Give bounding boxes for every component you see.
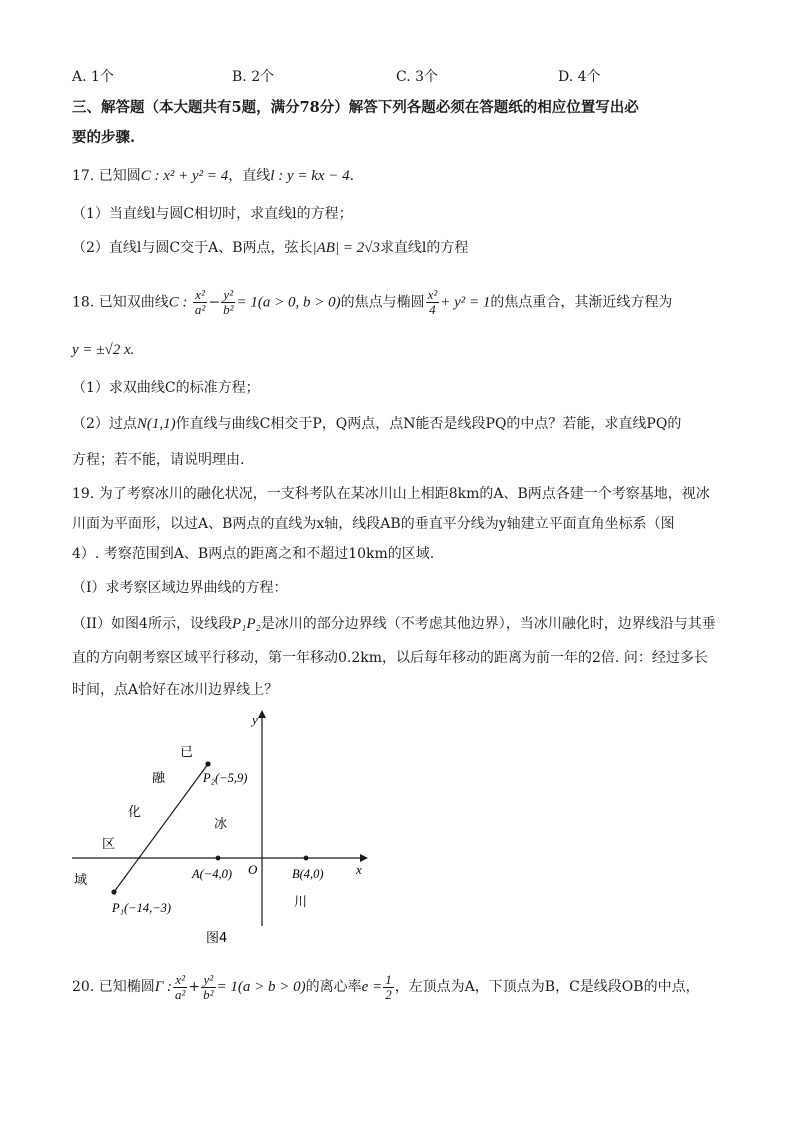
label-p1: P₁(−14,−3) — [112, 901, 172, 915]
q19-part2-end: 时间，点A恰好在冰川边界线上？ — [72, 682, 279, 698]
origin-label: O — [248, 862, 258, 877]
label-a: A(−4,0) — [192, 867, 233, 881]
q20-b: 的离心率 — [305, 979, 362, 995]
y-axis-arrow — [258, 710, 266, 718]
q19-part2-a: （II）如图4所示，设线段 — [72, 616, 232, 632]
q20-frac-e: $\frac{1}{2}$ — [385, 971, 392, 1002]
q17-number: 17. 已知圆 — [72, 168, 141, 184]
q18-asymptote — [72, 340, 134, 360]
q17-part2-a: （2）直线l与圆C交于A、B两点，弦长 — [72, 240, 313, 256]
point-a — [216, 856, 221, 861]
q20-c: ，左顶点为A，下顶点为B，C是线段OB的中点， — [394, 979, 700, 995]
region-char-4: 区 — [102, 837, 116, 852]
q17-part2 — [72, 238, 468, 258]
q20-stem: 20. 已知椭圆Γ : $\frac{\text{x²}}{\text{a²}}$ + $\frac{\text{y²}}{\text{b²}}$ = 1(a > b > 0)的离心率e = $\frac{1}{2}$ ，左顶点为A，下顶点为B，C是线段OB的中点， — [72, 971, 700, 1002]
q17-stem — [72, 166, 354, 186]
q18-ellipse-frac: $\frac{\text{x²}}{4}$ — [427, 287, 438, 317]
figure-caption: 图4 — [206, 931, 228, 946]
section-heading: 三、解答题（本大题共有5题，满分78分）解答下列各题必须在答题纸的相应位置写出必 — [72, 99, 639, 116]
q18-ellipse-rest: + y² = 1 — [440, 294, 491, 311]
q18-part2-a: （2）过点 — [72, 416, 137, 432]
option-d: D. 4个 — [558, 69, 601, 85]
q18-part2-cont: 方程；若不能，请说明理由. — [72, 452, 245, 468]
q18-frac-y: $\frac{\text{y²}}{\text{b²}}$ — [223, 287, 234, 317]
q18-cond: = 1(a > 0, b > 0) — [236, 294, 341, 311]
q17-part1: （1）当直线l与圆C相切时，求直线l的方程； — [72, 206, 353, 222]
q17-mid: ，直线 — [228, 168, 271, 184]
ice-char-2: 川 — [294, 895, 308, 910]
figure-4 — [60, 706, 380, 946]
q17-chord: |AB| = 2√3 — [312, 240, 380, 256]
q20-frac-y: $\frac{\text{y²}}{\text{b²}}$ — [203, 971, 214, 1002]
q19-part2 — [72, 614, 716, 634]
option-a: A. 1个 — [72, 69, 114, 85]
q18-b: 的焦点与椭圆 — [340, 294, 425, 311]
option-b: B. 2个 — [232, 69, 275, 85]
q18-d: 的焦点重合，其渐近线方程为 — [490, 294, 673, 311]
label-p2: P₂(−5,9) — [203, 771, 248, 785]
point-b — [304, 856, 309, 861]
q20-a: 20. 已知椭圆 — [72, 979, 155, 995]
q19-l3: 4）. 考察范围到A、B两点的距离之和不超过10km的区域. — [72, 546, 435, 562]
q18-point-n: N(1,1) — [136, 416, 176, 432]
point-p1 — [111, 889, 116, 894]
q20-gamma: Γ : — [154, 979, 172, 995]
q19-part1: （I）求考察区域边界曲线的方程： — [72, 580, 288, 596]
section-heading-cont: 要的步骤. — [72, 129, 136, 146]
q18-stem: 18. 已知双曲线C : $\frac{\text{x²}}{\text{a²}}$ − $\frac{\text{y²}}{\text{b²}}$ = 1(a > 0, b > 0)的焦点与椭圆 $\frac{\text{x²}}{4}$ + y² = 1的焦点重合，其渐近线方程为 — [72, 287, 673, 317]
region-char-3: 化 — [128, 805, 142, 820]
q20-cond: = 1(a > b > 0) — [216, 979, 306, 995]
q19-part2-cont: 直的方向朝考察区域平行移动，第一年移动0.2km，以后每年移动的距离为前一年的2倍. 问：经过多长 — [72, 650, 708, 666]
q18-frac-x: $\frac{\text{x²}}{\text{a²}}$ — [194, 287, 206, 317]
q19-l2: 川面为平面形，以过A、B两点的直线为x轴，线段AB的垂直平分线为y轴建立平面直角坐标系（图 — [72, 516, 675, 532]
ice-char-1: 冰 — [214, 817, 228, 832]
q17-line-eq: l : y = kx − 4 — [270, 168, 350, 184]
q19-part2-b: 是冰川的部分边界线（不考虑其他边界），当冰川融化时，边界线沿与其垂 — [260, 616, 716, 632]
q19-l1: 19. 为了考察冰川的融化状况，一支科考队在某冰川山上相距8km的A、B两点各建一个考察基地，视冰 — [72, 486, 710, 502]
q18-asym-eq: y = ±√2 x. — [72, 342, 135, 358]
region-char-5: 域 — [74, 873, 88, 888]
q17-circle-eq: C : x² + y² = 4 — [140, 168, 229, 184]
q18-a: 18. 已知双曲线 — [72, 294, 169, 311]
q17-end: . — [349, 168, 355, 184]
point-p2 — [205, 761, 210, 766]
q20-e: e = — [361, 979, 383, 995]
q18-part1: （1）求双曲线C的标准方程； — [72, 380, 260, 396]
q20-frac-x: $\frac{\text{x²}}{\text{a²}}$ — [175, 971, 186, 1002]
q17-part2-c: 求直线l的方程 — [379, 240, 469, 256]
q18-part2 — [72, 414, 681, 434]
x-axis-arrow — [360, 854, 368, 862]
region-char-1: 已 — [180, 745, 194, 760]
option-c: C. 3个 — [396, 69, 439, 85]
x-axis-label: x — [356, 862, 362, 877]
region-char-2: 融 — [152, 771, 166, 786]
q19-segment: P₁P₂ — [231, 616, 261, 632]
label-b: B(4,0) — [292, 867, 324, 881]
q18-part2-b: 作直线与曲线C相交于P，Q两点，点N能否是线段PQ的中点？若能，求直线PQ的 — [175, 416, 682, 432]
y-axis-label: y — [252, 712, 258, 727]
